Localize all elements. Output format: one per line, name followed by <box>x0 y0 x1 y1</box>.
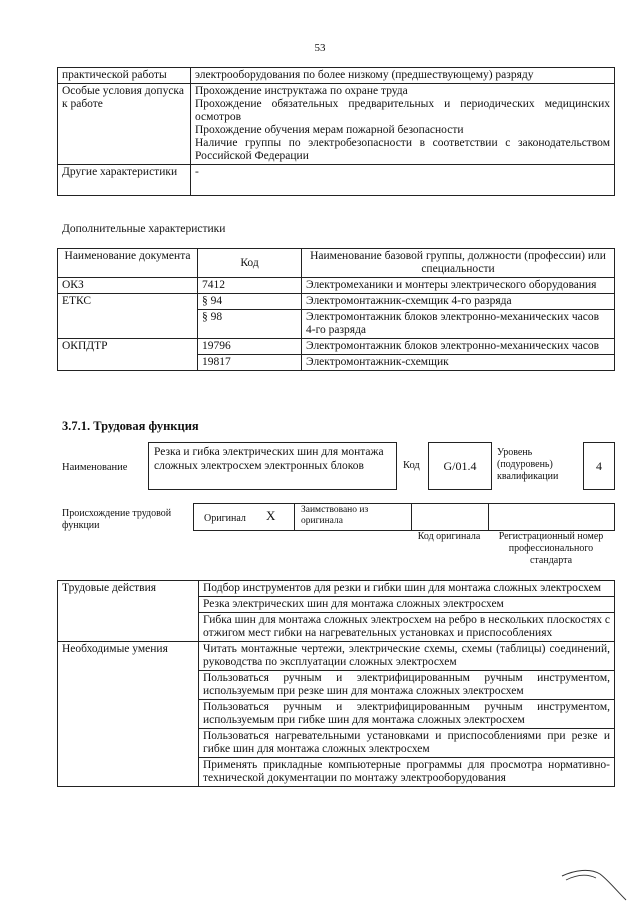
cell-code: § 98 <box>198 310 302 339</box>
actions-table <box>57 580 615 787</box>
row-value <box>191 84 615 165</box>
table-row <box>58 294 615 310</box>
code-caption: Код оригинала <box>417 531 481 542</box>
top-table <box>57 67 615 196</box>
table-row <box>58 642 615 671</box>
action-item: Подбор инструментов для резки и гибки шин для монтажа сложных электросхем <box>199 581 615 597</box>
origin-box <box>193 503 615 531</box>
cell-code: 7412 <box>198 278 302 294</box>
original-mark: X <box>266 508 276 523</box>
cell-name: Электромонтажник блоков электронно-механических часов <box>302 339 615 355</box>
table-row <box>58 165 615 196</box>
page-number: 53 <box>314 42 326 54</box>
cell-name: Электромонтажник-схемщик 4-го разряда <box>302 294 615 310</box>
divider <box>488 503 489 531</box>
table-row <box>58 84 615 165</box>
extra-table <box>57 248 615 371</box>
skill-item: Читать монтажные чертежи, электрические схемы, схемы (таблицы) соединений, руководства по эксплуатации сложных электросхем <box>199 642 615 671</box>
row-label: Другие характеристики <box>58 165 191 196</box>
action-item: Резка электрических шин для монтажа сложных электросхем <box>199 597 615 613</box>
borrowed-cell <box>294 503 412 531</box>
skills-label: Необходимые умения <box>58 642 199 787</box>
cell-code: 19817 <box>198 355 302 371</box>
cell-name: Электромонтажник блоков электронно-механических часов 4-го разряда <box>302 310 615 339</box>
signature-icon <box>560 862 630 902</box>
row-value: - <box>191 165 615 196</box>
line: Прохождение обязательных предварительных и периодических медицинских осмотров <box>195 98 610 123</box>
code-value: G/01.4 <box>428 442 492 490</box>
name-label: Наименование <box>62 462 128 473</box>
header-code: Код <box>198 249 302 278</box>
cell-code: 19796 <box>198 339 302 355</box>
row-value: электрооборудования по более низкому (предшествующему) разряду <box>191 68 615 84</box>
line: Прохождение инструктажа по охране труда <box>195 85 408 97</box>
table-header <box>58 249 615 278</box>
code-label: Код <box>403 460 420 471</box>
cell-code: § 94 <box>198 294 302 310</box>
level-label: Уровень (подуровень) квалификации <box>497 447 559 482</box>
origin-label: Происхождение трудовой функции <box>62 508 172 531</box>
cell-name: Электромеханики и монтеры электрического оборудования <box>302 278 615 294</box>
header-name: Наименование базовой группы, должности (профессии) или специальности <box>302 249 615 278</box>
row-label: Особые условия допуска к работе <box>58 84 191 165</box>
level-value: 4 <box>583 442 615 490</box>
reg-caption: Регистрационный номер профессионального стандарта <box>498 531 604 566</box>
borrowed-label: Заимствовано из оригинала <box>301 505 369 526</box>
header-doc: Наименование документа <box>58 249 198 278</box>
table-row <box>58 581 615 597</box>
skill-item: Пользоваться нагревательными установками и приспособлениями при резке и гибке шин для монтажа сложных электросхем <box>199 729 615 758</box>
skill-item: Пользоваться ручным и электрифицированным ручным инструментом, используемым при гибке шин для монтажа сложных электросхем <box>199 700 615 729</box>
line: Прохождение обучения мерам пожарной безопасности <box>195 124 464 136</box>
name-value: Резка и гибка электрических шин для монтажа сложных электросхем электронных блоков <box>148 442 397 490</box>
table-row <box>58 68 615 84</box>
original-label: Оригинал <box>204 513 246 524</box>
cell-name: Электромонтажник-схемщик <box>302 355 615 371</box>
row-label: практической работы <box>58 68 191 84</box>
table-row <box>58 339 615 355</box>
cell-doc: ОКЗ <box>58 278 198 294</box>
skill-item: Пользоваться ручным и электрифицированным ручным инструментом, используемым при резке шин для монтажа сложных электросхем <box>199 671 615 700</box>
table-row <box>58 278 615 294</box>
skill-item: Применять прикладные компьютерные программы для просмотра нормативно-технической документации по монтажу электрооборудования <box>199 758 615 787</box>
line: Наличие группы по электробезопасности в соответствии с законодательством Российской Федерации <box>195 137 610 162</box>
section-title: 3.7.1. Трудовая функция <box>62 419 199 433</box>
actions-label: Трудовые действия <box>58 581 199 642</box>
action-item: Гибка шин для монтажа сложных электросхем на ребро в нескольких плоскостях с отжигом мест гибки на нагревательных установках и приспособлениях <box>199 613 615 642</box>
extra-title: Дополнительные характеристики <box>62 223 226 235</box>
cell-doc: ЕТКС <box>58 294 198 339</box>
cell-doc: ОКПДТР <box>58 339 198 371</box>
